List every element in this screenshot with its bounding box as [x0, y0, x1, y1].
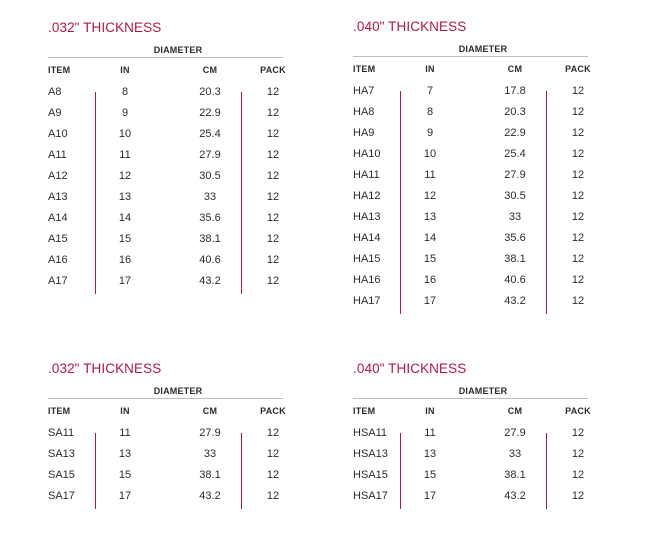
cell-item: HA10 [353, 148, 381, 160]
cell-pack: 12 [571, 253, 585, 265]
column-divider [241, 92, 242, 294]
cell-item: HSA17 [353, 490, 388, 502]
cell-cm: 35.6 [504, 232, 526, 244]
column-divider [400, 91, 401, 314]
cell-cm: 38.1 [504, 469, 526, 481]
cell-in: 16 [118, 254, 132, 266]
table-row [48, 467, 283, 488]
cell-cm: 38.1 [199, 469, 221, 481]
cell-cm: 38.1 [504, 253, 526, 265]
table-row [48, 210, 283, 231]
cell-in: 15 [423, 469, 437, 481]
cell-in: 17 [118, 490, 132, 502]
cell-item: SA15 [48, 469, 75, 481]
cell-cm: 43.2 [199, 275, 221, 287]
column-header-cm: CM [507, 406, 523, 416]
cell-cm: 20.3 [199, 86, 221, 98]
cell-pack: 12 [571, 169, 585, 181]
cell-pack: 12 [571, 232, 585, 244]
cell-cm: 27.9 [199, 427, 221, 439]
cell-in: 15 [118, 469, 132, 481]
cell-in: 17 [118, 275, 132, 287]
cell-in: 14 [118, 212, 132, 224]
cell-item: SA17 [48, 490, 75, 502]
cell-item: A10 [48, 128, 68, 140]
diameter-label: DIAMETER [153, 386, 203, 396]
cell-item: HA12 [353, 190, 381, 202]
cell-cm: 38.1 [199, 233, 221, 245]
cell-item: A13 [48, 191, 68, 203]
cell-cm: 40.6 [199, 254, 221, 266]
table-row [353, 251, 588, 272]
cell-cm: 43.2 [504, 490, 526, 502]
table-row [353, 188, 588, 209]
cell-pack: 12 [266, 275, 280, 287]
cell-item: HA15 [353, 253, 381, 265]
column-divider [546, 91, 547, 314]
cell-pack: 12 [266, 490, 280, 502]
table-row [353, 209, 588, 230]
column-header-item: ITEM [48, 406, 71, 416]
cell-pack: 12 [571, 469, 585, 481]
cell-cm: 22.9 [199, 107, 221, 119]
cell-pack: 12 [571, 274, 585, 286]
cell-item: HA17 [353, 295, 381, 307]
cell-in: 9 [426, 127, 434, 139]
cell-pack: 12 [571, 190, 585, 202]
table-row [48, 273, 283, 294]
column-header-pack: PACK [565, 64, 591, 74]
column-header-in: IN [425, 64, 435, 74]
cell-in: 10 [118, 128, 132, 140]
table-row [48, 488, 283, 509]
table-row [353, 425, 588, 446]
cell-in: 12 [423, 190, 437, 202]
column-header-in: IN [120, 406, 130, 416]
cell-cm: 43.2 [504, 295, 526, 307]
cell-pack: 12 [266, 469, 280, 481]
column-header-cm: CM [202, 65, 218, 75]
cell-in: 11 [119, 149, 131, 161]
cell-cm: 27.9 [199, 149, 221, 161]
cell-pack: 12 [571, 85, 585, 97]
cell-pack: 12 [266, 212, 280, 224]
cell-item: HA8 [353, 106, 375, 118]
table-row [48, 252, 283, 273]
table-row [353, 104, 588, 125]
cell-cm: 30.5 [199, 170, 221, 182]
table-row [48, 84, 283, 105]
diameter-label: DIAMETER [153, 45, 203, 55]
cell-item: HA7 [353, 85, 375, 97]
column-divider [241, 433, 242, 509]
cell-pack: 12 [266, 86, 280, 98]
column-header-pack: PACK [565, 406, 591, 416]
header-rule [353, 56, 588, 57]
cell-pack: 12 [266, 170, 280, 182]
column-header-in: IN [120, 65, 130, 75]
table-row [48, 105, 283, 126]
cell-pack: 12 [571, 448, 585, 460]
cell-item: HA11 [353, 169, 380, 181]
cell-in: 11 [119, 427, 131, 439]
cell-cm: 43.2 [199, 490, 221, 502]
cell-in: 12 [118, 170, 132, 182]
cell-in: 11 [424, 169, 436, 181]
cell-cm: 17.8 [504, 85, 526, 97]
cell-item: HA9 [353, 127, 375, 139]
cell-item: A12 [48, 170, 68, 182]
table-row [353, 467, 588, 488]
cell-item: HA16 [353, 274, 381, 286]
cell-item: SA13 [48, 448, 75, 460]
table-row [48, 231, 283, 252]
header-rule [353, 398, 588, 399]
header-rule [48, 57, 283, 58]
cell-in: 9 [121, 107, 129, 119]
cell-in: 8 [426, 106, 434, 118]
column-header-item: ITEM [48, 65, 71, 75]
table-row [353, 230, 588, 251]
cell-pack: 12 [266, 448, 280, 460]
cell-item: A15 [48, 233, 68, 245]
cell-item: A8 [48, 86, 62, 98]
table-row [353, 272, 588, 293]
cell-in: 14 [423, 232, 437, 244]
diameter-label: DIAMETER [458, 386, 508, 396]
cell-in: 13 [118, 191, 132, 203]
column-header-cm: CM [202, 406, 218, 416]
cell-pack: 12 [571, 427, 585, 439]
cell-cm: 33 [203, 191, 217, 203]
table-body [48, 425, 283, 509]
column-header-item: ITEM [353, 64, 376, 74]
table-title: .032" THICKNESS [48, 361, 162, 376]
cell-cm: 33 [508, 448, 522, 460]
cell-cm: 27.9 [504, 169, 526, 181]
cell-pack: 12 [571, 148, 585, 160]
cell-pack: 12 [571, 127, 585, 139]
cell-cm: 25.4 [199, 128, 221, 140]
cell-pack: 12 [266, 233, 280, 245]
cell-in: 15 [118, 233, 132, 245]
cell-pack: 12 [266, 128, 280, 140]
column-divider [95, 433, 96, 509]
table-row [353, 293, 588, 314]
cell-item: HA13 [353, 211, 381, 223]
cell-in: 13 [118, 448, 132, 460]
table-row [353, 83, 588, 104]
table-row [48, 425, 283, 446]
cell-item: A17 [48, 275, 68, 287]
cell-item: A9 [48, 107, 62, 119]
column-header-in: IN [425, 406, 435, 416]
table-body [48, 84, 283, 294]
cell-in: 13 [423, 211, 437, 223]
column-header-pack: PACK [260, 406, 286, 416]
column-divider [546, 433, 547, 509]
column-header-item: ITEM [353, 406, 376, 416]
cell-cm: 33 [203, 448, 217, 460]
table-row [48, 189, 283, 210]
cell-cm: 35.6 [199, 212, 221, 224]
diameter-label: DIAMETER [458, 44, 508, 54]
cell-in: 10 [423, 148, 437, 160]
cell-item: HSA11 [353, 427, 388, 439]
cell-pack: 12 [571, 490, 585, 502]
cell-pack: 12 [266, 107, 280, 119]
cell-pack: 12 [571, 295, 585, 307]
cell-in: 11 [424, 427, 436, 439]
cell-item: A11 [48, 149, 67, 161]
table-row [353, 146, 588, 167]
cell-pack: 12 [266, 427, 280, 439]
table-row [48, 446, 283, 467]
column-header-cm: CM [507, 64, 523, 74]
cell-in: 7 [426, 85, 434, 97]
cell-in: 15 [423, 253, 437, 265]
table-body [353, 83, 588, 314]
table-title: .040" THICKNESS [353, 19, 467, 34]
table-row [48, 126, 283, 147]
cell-cm: 25.4 [504, 148, 526, 160]
cell-cm: 27.9 [504, 427, 526, 439]
cell-in: 8 [121, 86, 129, 98]
cell-item: A16 [48, 254, 68, 266]
cell-in: 17 [423, 295, 437, 307]
cell-cm: 20.3 [504, 106, 526, 118]
table-row [353, 167, 588, 188]
cell-in: 16 [423, 274, 437, 286]
cell-in: 17 [423, 490, 437, 502]
cell-pack: 12 [571, 211, 585, 223]
table-body [353, 425, 588, 509]
cell-cm: 40.6 [504, 274, 526, 286]
column-divider [400, 433, 401, 509]
header-rule [48, 398, 283, 399]
cell-item: SA11 [48, 427, 75, 439]
cell-pack: 12 [266, 191, 280, 203]
cell-cm: 22.9 [504, 127, 526, 139]
column-header-pack: PACK [260, 65, 286, 75]
cell-in: 13 [423, 448, 437, 460]
table-title: .040" THICKNESS [353, 361, 467, 376]
table-row [48, 168, 283, 189]
cell-pack: 12 [266, 149, 280, 161]
column-divider [95, 92, 96, 294]
table-row [353, 125, 588, 146]
cell-item: HA14 [353, 232, 381, 244]
table-row [48, 147, 283, 168]
cell-item: A14 [48, 212, 68, 224]
table-title: .032" THICKNESS [48, 20, 162, 35]
cell-pack: 12 [266, 254, 280, 266]
cell-cm: 30.5 [504, 190, 526, 202]
table-row [353, 446, 588, 467]
table-row [353, 488, 588, 509]
cell-pack: 12 [571, 106, 585, 118]
cell-item: HSA15 [353, 469, 388, 481]
cell-cm: 33 [508, 211, 522, 223]
cell-item: HSA13 [353, 448, 388, 460]
